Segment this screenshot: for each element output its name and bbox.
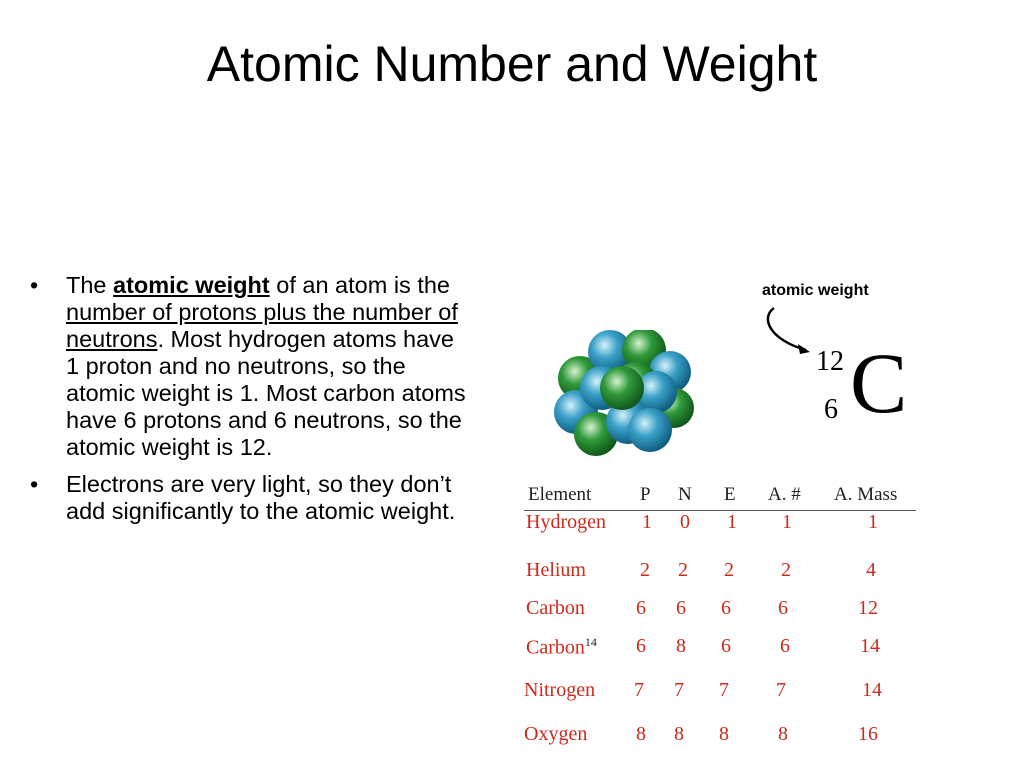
cell-p: 7 — [634, 679, 644, 701]
isotope-superscript: 14 — [584, 635, 597, 649]
cell-p: 8 — [636, 723, 646, 745]
bullet-rest-text: . Most hydrogen atoms have 1 proton and no neutrons, so the atomic weight is 1. Most carbon atoms have 6 protons and 6 neutrons, so the atomic weight is 12. — [66, 326, 466, 460]
cell-a-num: 7 — [776, 679, 786, 701]
table-row — [524, 511, 916, 559]
header-atomic-number: A. # — [768, 484, 801, 505]
bullet-dot: • — [30, 272, 39, 298]
neutron-sphere — [600, 366, 644, 410]
cell-a-mass: 16 — [858, 723, 878, 745]
bullet-dot: • — [30, 471, 39, 497]
cell-element: Nitrogen — [524, 679, 596, 701]
cell-element-name: Carbon — [526, 636, 585, 659]
cell-a-num: 2 — [781, 559, 791, 581]
cell-a-mass: 14 — [862, 679, 882, 701]
cell-a-num: 6 — [778, 597, 788, 619]
cell-a-num: 6 — [780, 635, 790, 657]
bullet-electrons-text: Electrons are very light, so they don’t add significantly to the atomic weight. — [66, 471, 456, 524]
cell-n: 2 — [678, 559, 688, 581]
table-header-row — [524, 482, 916, 511]
table-row — [524, 679, 916, 723]
mass-number: 12 — [816, 346, 844, 377]
bullet-mid-text: of an atom is the — [269, 272, 450, 298]
cell-e: 6 — [721, 597, 731, 619]
cell-a-mass: 12 — [858, 597, 878, 619]
cell-element — [526, 635, 597, 660]
table-row — [524, 635, 916, 679]
atomic-number: 6 — [824, 394, 838, 425]
slide-title: Atomic Number and Weight — [206, 36, 818, 92]
definition-text: number of protons plus the number of neutrons — [66, 299, 458, 352]
proton-sphere — [628, 408, 672, 452]
atomic-weight-term: atomic weight — [113, 272, 270, 298]
element-table — [524, 482, 916, 761]
header-neutrons: N — [678, 484, 692, 505]
cell-n: 8 — [676, 635, 686, 657]
element-symbol: C — [850, 335, 908, 431]
cell-n: 6 — [676, 597, 686, 619]
cell-a-mass: 14 — [860, 635, 880, 657]
cell-p: 6 — [636, 635, 646, 657]
cell-element: Helium — [526, 559, 586, 581]
cell-e: 8 — [719, 723, 729, 745]
cell-p: 6 — [636, 597, 646, 619]
cell-e: 7 — [719, 679, 729, 701]
table-row — [524, 597, 916, 635]
cell-n: 8 — [674, 723, 684, 745]
cell-e: 1 — [727, 511, 737, 533]
cell-p: 1 — [642, 511, 652, 533]
bullet-item-electrons — [30, 471, 470, 525]
header-atomic-mass: A. Mass — [834, 484, 898, 505]
header-element: Element — [528, 484, 592, 505]
bullet-item-atomic-weight — [30, 272, 470, 461]
cell-a-num: 8 — [778, 723, 788, 745]
header-electrons: E — [724, 484, 736, 505]
cell-a-mass: 4 — [866, 559, 876, 581]
cell-n: 7 — [674, 679, 684, 701]
bullet-list — [30, 272, 470, 535]
table-row — [524, 723, 916, 761]
bullet-intro-text: The — [66, 272, 114, 298]
header-protons: P — [640, 484, 651, 505]
cell-e: 6 — [721, 635, 731, 657]
curved-arrow-icon — [760, 304, 820, 360]
cell-element: Hydrogen — [526, 511, 606, 533]
atomic-weight-label: atomic weight — [762, 282, 869, 299]
table-row — [524, 559, 916, 597]
cell-e: 2 — [724, 559, 734, 581]
cell-p: 2 — [640, 559, 650, 581]
cell-element: Oxygen — [524, 723, 588, 745]
cell-n: 0 — [680, 511, 690, 533]
cell-a-num: 1 — [782, 511, 792, 533]
nucleus-illustration — [552, 330, 697, 460]
cell-a-mass: 1 — [868, 511, 878, 533]
cell-element: Carbon — [526, 597, 585, 619]
